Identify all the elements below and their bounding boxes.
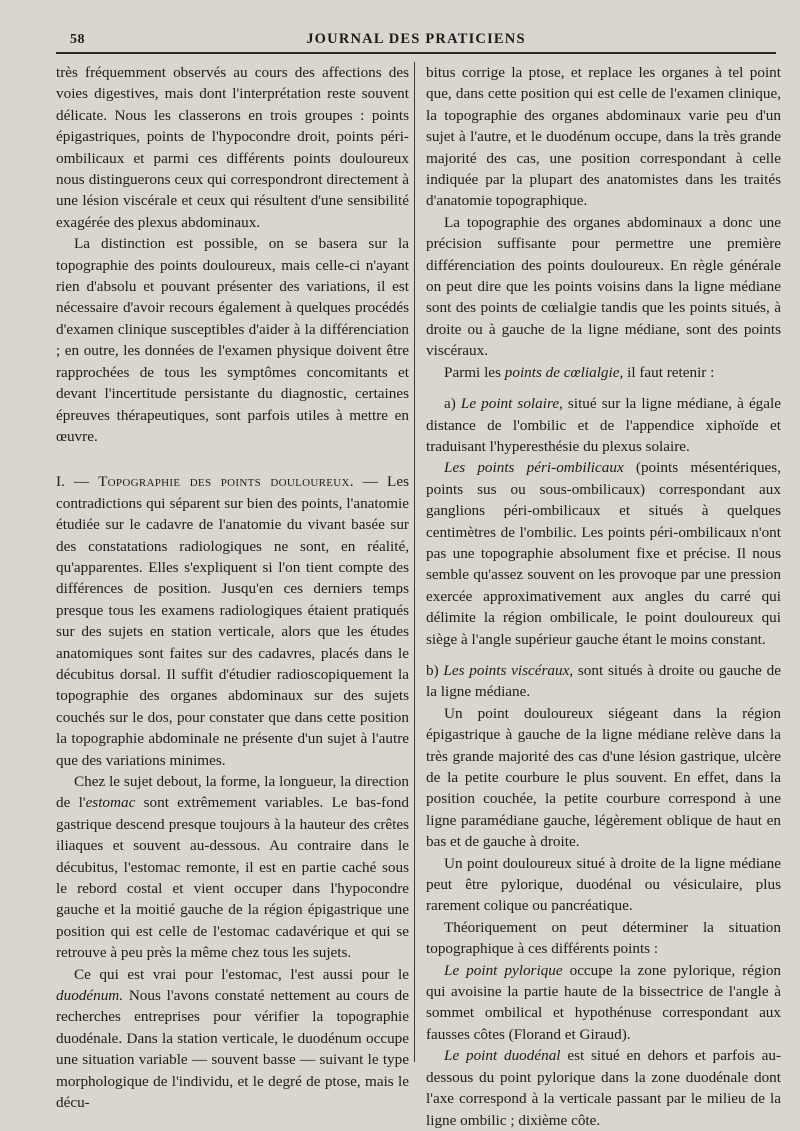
italic-term: Le point pylorique (444, 961, 563, 979)
text-run: occupe la zone pylorique, région qui avoisine la partie haute de la bissectrice de l'angle à sommet ombilical et hypothénuse correspondant aux fausses côtes (Florand et Giraud). (426, 961, 782, 1043)
italic-term: Le point duodénal (444, 1047, 561, 1065)
journal-title: JOURNAL DES PRATICIENS (306, 31, 526, 47)
running-header (56, 26, 776, 54)
section-heading: Topographie des points douloureux. (98, 473, 354, 491)
text-run: Chez le sujet debout, la forme, la longueur, la direction de l' (56, 773, 409, 812)
paragraph (56, 771, 409, 964)
text-run: a) (444, 395, 461, 413)
italic-term: points de cœlialgie, (504, 363, 624, 381)
paragraph: Un point douloureux siégeant dans la région épigastrique à gauche de la ligne médiane relève dans la très grande majorité des cas d'une lésion gastrique, ulcère de la petite courbure le plus souvent. En effet, dans la position couchée, la petite courbure correspond à une ligne paramédiane gauche, légèrement oblique de haut en bas et de gauche à droite. (426, 704, 781, 851)
text-run: (points mésentériques, points sus ou sous-ombilicaux) correspondant aux ganglions péri-ombilicaux et situés à quelques centimètres de l'ombilic. Les points péri-ombilicaux n'ont pas une topographie absolument fixe et précise. Il nous semble qu'assez souvent on les provoque par une pression exercée approximativement aux angles du carré qui délimite la région ombilicale, le point douloureux qui siège à l'angle supérieur gauche étant le moins constant. (426, 459, 781, 648)
paragraph: bitus corrige la ptose, et replace les organes à tel point que, dans cette position qui est celle de l'examen clinique, la topographie des organes abdominaux varie peu d'un sujet à l'autre, et le duodénum occupe, dans la très grande majorité des cas, une position correspondant à celle indiquée par la plupart des anatomistes dans les traités d'anatomie topographique. (426, 64, 781, 210)
text-run: b) (426, 661, 444, 679)
text-run: il faut retenir : (623, 363, 715, 381)
paragraph (426, 960, 781, 1046)
section-text: Les contradictions qui séparent sur bien des points, l'anatomie étudiée sur le cadavre de l'anatomie du vivant basée sur des constatations radiologiques ne sont, en réalité, qu'apparentes. Elles s'expliquent si l'on tient compte des différences de position. Jusqu'en ces derniers temps presque tous les examens radiologiques étaient pratiqués sur des sujets en station verticale, alors que les études anatomiques sont faites sur des cadavres, placés dans le décubitus dorsal. Il suffit d'étudier radioscopiquement la topographie des organes abdominaux sur des sujets couchés sur le dos, pour constater que dans cette position la topographie abdominale ne présente d'un sujet à l'autre que des variations minimes. (56, 473, 409, 769)
text-run: situé sur la ligne médiane, à égale distance de l'ombilic et de l'appendice xiphoïde et traduisant l'hyperesthésie du plexus solaire. (426, 395, 781, 455)
text-run: Parmi les (444, 363, 505, 381)
italic-term: Les points péri-ombilicaux (444, 459, 624, 477)
paragraph: Un point douloureux situé à droite de la ligne médiane peut être pylorique, duodénal ou vésiculaire, plus rarement colique ou pancréatique. (426, 854, 781, 915)
right-column (426, 62, 781, 1131)
paragraph (426, 457, 781, 650)
paragraph: La distinction est possible, on se basera sur la topographie des points douloureux, mais celle-ci n'ayant rien d'absolu et pouvant présenter des variations, il est nécessaire d'avoir recours également à quelques procédés d'examen clinique susceptibles d'aider à la différenciation ; en outre, les données de l'examen physique doivent être rapprochées de tous les symptômes concomitants et devant l'incertitude persistante du diagnostic, certaines épreuves thérapeutiques, sont parfois utiles à mettre en œuvre. (56, 235, 409, 445)
italic-term: estomac (85, 794, 136, 812)
paragraph: La topographie des organes abdominaux a donc une précision suffisante pour permettre une première différenciation des points douloureux. En règle générale on peut dire que les points voisins dans la ligne médiane sont des points de cœlialgie tandis que les points situés, à droite ou à gauche de la ligne médiane, sont des points viscéraux. (426, 213, 781, 360)
text-run: est situé en dehors et parfois au-dessous du point pylorique dans la zone duodénale dont l'axe correspond à la verticale passant par le milieu de la ligne ombilic ; dixième côte. (426, 1047, 782, 1129)
text-run: sont situés à droite ou gauche de la ligne médiane. (426, 661, 782, 701)
italic-term: Le point solaire, (460, 395, 563, 413)
page-number: 58 (70, 32, 85, 47)
paragraph (426, 660, 781, 703)
section-number: I. — (56, 473, 99, 491)
paragraph: Théoriquement on peut déterminer la situation topographique à ces différents points : (426, 918, 781, 958)
paragraph (426, 362, 781, 383)
italic-term: Les points viscéraux, (443, 661, 574, 679)
section-paragraph (56, 471, 409, 771)
text-run: sont extrêmement variables. Le bas-fond gastrique descend presque toujours à la hauteur des crêtes iliaques et souvent au-dessous. Au contraire dans le décubitus, l'estomac remonte, il est en partie caché sous le rebord costal et vient occuper dans l'hypocondre gauche et la moitié gauche de la région épigastrique une position qui est celle de l'estomac cadavérique et qui se retrouve à peu près la même chez tous les sujets. (56, 794, 409, 962)
section-dash: — (353, 473, 379, 491)
paragraph (426, 1045, 781, 1131)
paragraph: très fréquemment observés au cours des affections des voies digestives, mais dont l'interprétation reste souvent délicate. Nous les classerons en trois groupes : points épigastriques, points de l'hypocondre droit, points péri-ombilicaux et parmi ces différents points douloureux nous distinguerons ceux qui correspondront directement à une lésion viscérale et ceux qui résultent d'une sensibilité exagérée des plexus abdominaux. (56, 64, 409, 231)
italic-term: duodénum. (56, 987, 124, 1005)
left-column (56, 62, 409, 1114)
text-run: Ce qui est vrai pour l'estomac, l'est aussi pour le (74, 965, 409, 983)
paragraph (56, 964, 409, 1114)
paragraph (426, 393, 781, 457)
column-divider (414, 62, 415, 1062)
text-run: Nous l'avons constaté nettement au cours de recherches entreprises pour vérifier la topographie duodénale. Dans la station verticale, le duodénum occupe une situation variable — souvent basse — suivant le type morphologique de l'individu, et le degré de ptose, mais le décu- (56, 987, 409, 1112)
